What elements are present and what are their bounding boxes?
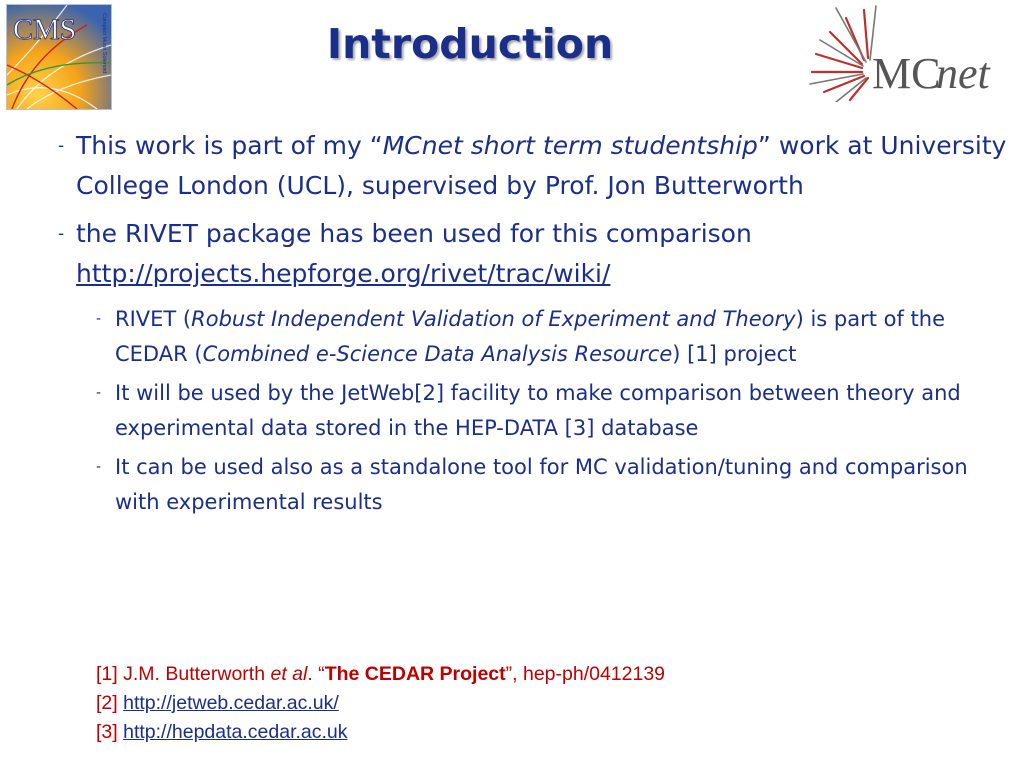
mcnet-logo-net: net	[936, 49, 990, 98]
mcnet-logo	[806, 2, 1020, 102]
hepdata-link[interactable]: http://hepdata.cedar.ac.uk	[123, 721, 348, 743]
reference-3-number: [3]	[96, 721, 118, 743]
sub-bullet-1-text-b: ) is part of the CEDAR (	[115, 307, 946, 366]
bullet-2-text: the RIVET package has been used for this comparison	[76, 219, 752, 248]
sub-bullet-jetweb	[58, 376, 1008, 446]
cms-logo-text: CMS	[13, 13, 77, 46]
bullet-1-emphasis: MCnet short term studentship	[382, 131, 758, 160]
reference-3	[96, 718, 665, 747]
reference-2-number: [2]	[96, 692, 118, 714]
references	[96, 660, 665, 747]
sub-bullet-dash: -	[96, 459, 102, 475]
bullet-1-text-b: ” work at University College London (UCL), supervised by Prof. Jon Butterworth	[76, 131, 1007, 200]
bullet-1-text-a: This work is part of my “	[76, 131, 383, 160]
jetweb-link[interactable]: http://jetweb.cedar.ac.uk/	[123, 692, 339, 714]
sub-bullet-1-text-c: ) [1] project	[672, 342, 797, 366]
reference-1-sep: . “	[307, 663, 325, 685]
bullet-dash: -	[58, 136, 65, 156]
sub-bullet-dash: -	[96, 311, 102, 327]
reference-1-author: J.M. Butterworth	[123, 663, 271, 685]
bullet-studentship	[58, 126, 1008, 206]
sub-bullet-standalone	[58, 450, 1008, 520]
sub-bullet-2-text: It will be used by the JetWeb[2] facility to make comparison between theory and experimental data stored in the HEP-DATA [3] database	[115, 381, 961, 440]
reference-1	[96, 660, 665, 689]
reference-1-etal: et al	[270, 663, 308, 685]
reference-1-number: [1]	[96, 663, 118, 685]
reference-2	[96, 689, 665, 718]
mcnet-logo-mc: MC	[872, 49, 941, 98]
reference-1-title: The CEDAR Project	[324, 663, 506, 685]
cms-logo-side-text: Compact Muon Solenoid	[101, 13, 107, 74]
rivet-wiki-link[interactable]: http://projects.hepforge.org/rivet/trac/wiki/	[76, 259, 611, 288]
slide-body	[58, 126, 1008, 524]
sub-bullet-rivet-cedar	[58, 302, 1008, 372]
bullet-rivet	[58, 214, 1008, 294]
sub-bullet-1-emphasis-b: Combined e-Science Data Analysis Resource	[202, 342, 673, 366]
sub-bullet-dash: -	[96, 385, 102, 401]
reference-1-after: ”, hep-ph/0412139	[505, 663, 666, 685]
sub-bullet-1-text-a: RIVET (	[115, 307, 192, 331]
sub-bullet-3-text: It can be used also as a standalone tool for MC validation/tuning and comparison with experimental results	[115, 455, 968, 514]
slide-title: Introduction	[326, 20, 614, 68]
sub-bullet-1-emphasis-a: Robust Independent Validation of Experiment and Theory	[191, 307, 796, 331]
bullet-dash: -	[58, 224, 65, 244]
